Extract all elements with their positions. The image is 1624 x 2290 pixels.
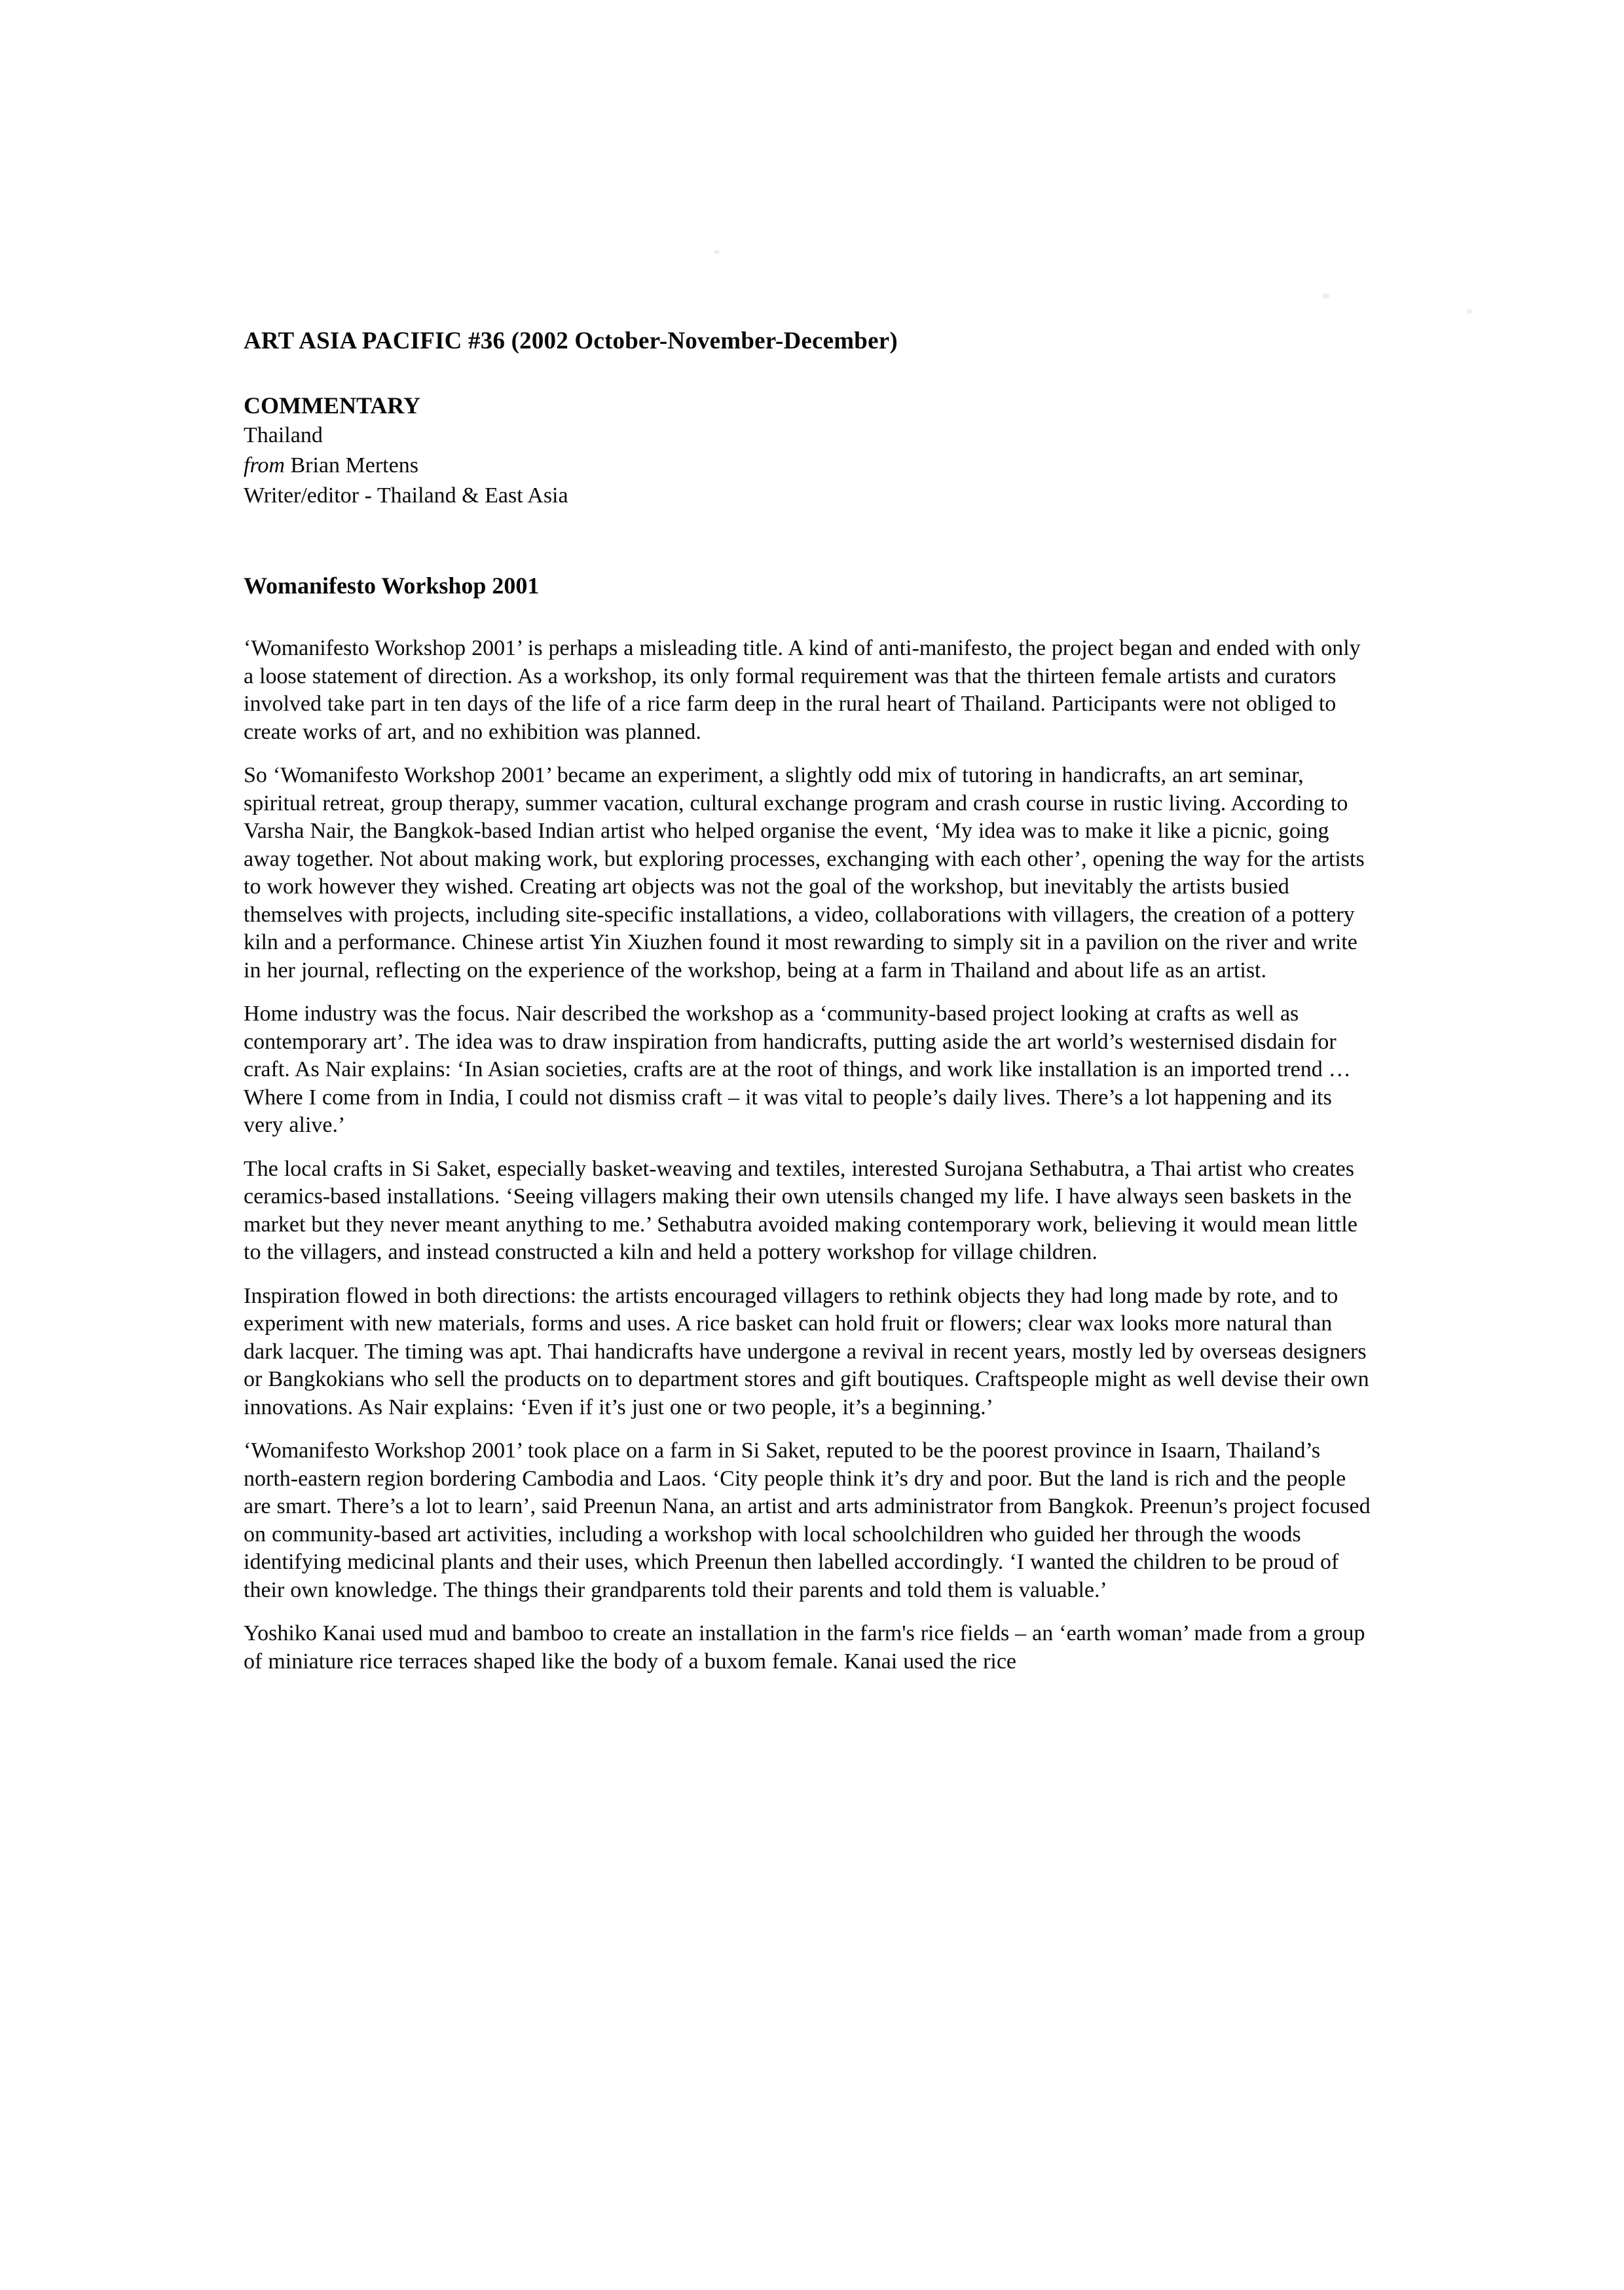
country-line: Thailand: [244, 423, 323, 447]
scan-speck: [1323, 293, 1329, 299]
scan-artifact-line: [0, 2269, 1624, 2279]
article-paragraph-5: Inspiration flowed in both directions: the artists encouraged villagers to rethink objects they had long made by rote, and to experiment with new materials, forms and uses. A rice basket can hold fruit or flowers; clear wax looks more natural than dark lacquer. The timing was apt. Thai handicrafts have undergone a revival in recent years, mostly led by overseas designers or Bangkokians who sell the products on to department stores and gift boutiques. Craftspeople might as well devise their own innovations. As Nair explains: ‘Even if it’s just one or two people, it’s a beginning.’: [244, 1283, 1369, 1419]
scan-speck: [1467, 309, 1472, 314]
article-paragraph-3: Home industry was the focus. Nair described the workshop as a ‘community-based project looking at crafts as well as contemporary art’. The idea was to draw inspiration from handicrafts, putting aside the art world’s westernised disdain for craft. As Nair explains: ‘In Asian societies, crafts are at the root of things, and work like installation is an imported trend … Where I come from in India, I could not dismiss craft – it was vital to people’s daily lives. There’s a lot happening and its very alive.’: [244, 1002, 1351, 1137]
commentary-header: [244, 390, 1373, 511]
byline-prefix: from: [244, 453, 285, 478]
byline-name: Brian Mertens: [290, 453, 418, 478]
article-paragraph-1: ‘Womanifesto Workshop 2001’ is perhaps a misleading title. A kind of anti-manifesto, the project began and ended with only a loose statement of direction. As a workshop, its only formal requirement was that the thirteen female artists and curators involved take part in ten days of the life of a rice farm deep in the rural heart of Thailand. Participants were not obliged to create works of art, and no exhibition was planned.: [244, 636, 1361, 744]
article-paragraph-6: ‘Womanifesto Workshop 2001’ took place on a farm in Si Saket, reputed to be the poorest province in Isaarn, Thailand’s north-eastern region bordering Cambodia and Laos. ‘City people think it’s dry and poor. But the land is rich and the people are smart. There’s a lot to learn’, said Preenun Nana, an artist and arts administrator from Bangkok. Preenun’s project focused on community-based art activities, including a workshop with local schoolchildren who guided her through the woods identifying medicinal plants and their uses, which Preenun then labelled accordingly. ‘I wanted the children to be proud of their own knowledge. The things their grandparents told their parents and told them is valuable.’: [244, 1438, 1371, 1602]
byline-role: Writer/editor - Thailand & East Asia: [244, 483, 568, 508]
article-body: [244, 635, 1373, 1676]
byline: [244, 451, 1373, 481]
article-paragraph-4: The local crafts in Si Saket, especially basket-weaving and textiles, interested Surojana Sethabutra, a Thai artist who creates ceramics-based installations. ‘Seeing villagers making their own utensils changed my life. I have always seen baskets in the market but they never meant anything to me.’ Sethabutra avoided making contemporary work, believing it would mean little to the villagers, and instead constructed a kiln and held a pottery workshop for village children.: [244, 1156, 1357, 1264]
article-heading: Womanifesto Workshop 2001: [244, 572, 540, 599]
article-paragraph-2: So ‘Womanifesto Workshop 2001’ became an experiment, a slightly odd mix of tutoring in handicrafts, an art seminar, spiritual retreat, group therapy, summer vacation, cultural exchange program and crash course in rustic living. According to Varsha Nair, the Bangkok-based Indian artist who helped organise the event, ‘My idea was to make it like a picnic, going away together. Not about making work, but exploring processes, exchanging with each other’, opening the way for the artists to work however they wished. Creating art objects was not the goal of the workshop, but inevitably the artists busied themselves with projects, including site-specific installations, a video, collaborations with villagers, the creation of a pottery kiln and a performance. Chinese artist Yin Xiuzhen found it most rewarding to simply sit in a pavilion on the river and write in her journal, reflecting on the experience of the workshop, being at a farm in Thailand and about life as an artist.: [244, 763, 1365, 983]
article-paragraph-7: Yoshiko Kanai used mud and bamboo to create an installation in the farm's rice fields – an ‘earth woman’ made from a group of miniature rice terraces shaped like the body of a buxom female. Kanai used the rice: [244, 1621, 1365, 1674]
document-content: [244, 326, 1373, 1691]
journal-title: ART ASIA PACIFIC #36 (2002 October-November-December): [244, 328, 898, 354]
scan-speck: [714, 250, 720, 254]
section-label: COMMENTARY: [244, 392, 421, 419]
